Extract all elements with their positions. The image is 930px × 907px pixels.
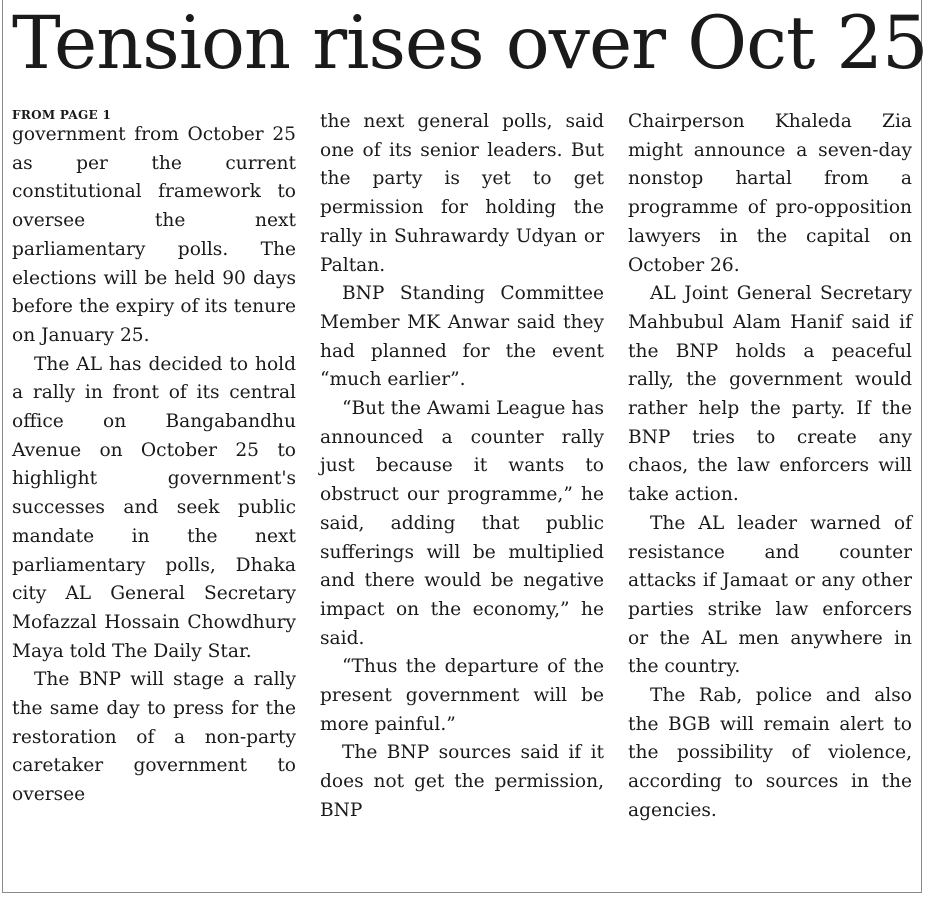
article-headline: Tension rises over Oct 25 [12, 1, 928, 86]
frame-right-rule [921, 0, 922, 893]
paragraph: the next general polls, said one of its senior leaders. But the party is yet to get permission for holding the rally in Suhrawardy Udyan or Paltan. [320, 111, 604, 276]
paragraph: “But the Awami League has announced a counter rally just because it wants to obstruct our programme,” he said, adding that public sufferings will be multiplied and there would be negative impact on the economy,” he said. [320, 398, 604, 649]
paragraph: The AL leader warned of resistance and counter attacks if Jamaat or any other parties strike law enforcers or the AL men anywhere in the country. [628, 512, 912, 678]
paragraph: AL Joint General Secretary Mahbubul Alam Hanif said if the BNP holds a peaceful rally, the government would rather help the party. If the BNP tries to create any chaos, the law enforcers will take action. [628, 283, 912, 506]
article-column-3 [628, 108, 912, 826]
paragraph: “Thus the departure of the present government will be more painful.” [320, 656, 604, 735]
paragraph: government from October 25 as per the current constitutional framework to oversee the next parliamentary polls. The elections will be held 90 days before the expiry of its tenure on January 25. [12, 124, 296, 346]
frame-bottom-rule [2, 892, 922, 893]
paragraph: BNP Standing Committee Member MK Anwar said they had planned for the event “much earlier”. [320, 283, 604, 391]
paragraph: The AL has decided to hold a rally in front of its central office on Bangabandhu Avenue on October 25 to highlight government's successes and seek public mandate in the next parliamentary polls, Dhaka city AL General Secretary Mofazzal Hossain Chowdhury Maya told The Daily Star. [12, 353, 296, 662]
jump-label: FROM PAGE 1 [12, 108, 112, 122]
paragraph: The BNP sources said if it does not get the permission, BNP [320, 742, 604, 821]
paragraph: The BNP will stage a rally the same day to press for the restoration of a non-party caretaker government to oversee [12, 669, 296, 806]
paragraph: Chairperson Khaleda Zia might announce a seven-day nonstop hartal from a programme of pro-opposition lawyers in the capital on October 26. [628, 111, 912, 276]
article-column-2 [320, 108, 604, 826]
frame-left-rule [2, 0, 3, 893]
article-column-1 [12, 108, 296, 810]
paragraph: The Rab, police and also the BGB will remain alert to the possibility of violence, according to sources in the agencies. [628, 685, 912, 821]
